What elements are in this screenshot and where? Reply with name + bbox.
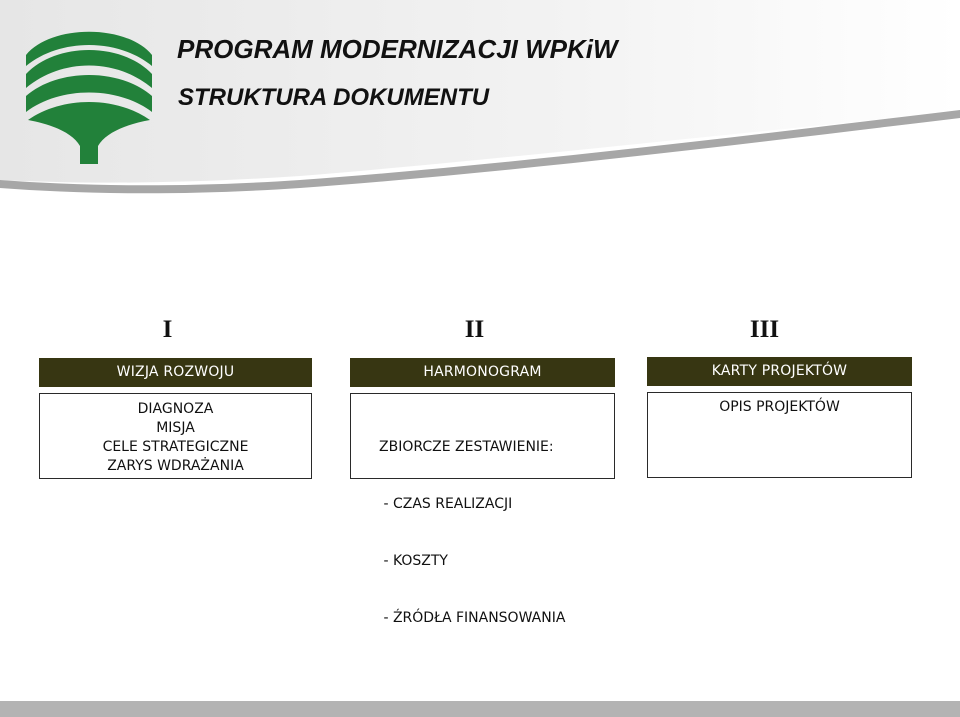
body-line: - ŹRÓDŁA FINANSOWANIA (379, 610, 566, 626)
page-title: PROGRAM MODERNIZACJI WPKiW (177, 34, 618, 64)
section-numeral: II (464, 316, 485, 343)
section-header: HARMONOGRAM (350, 358, 615, 387)
body-line: DIAGNOZA (137, 401, 214, 417)
body-line: MISJA (156, 420, 195, 436)
page-subtitle: STRUKTURA DOKUMENTU (178, 84, 490, 111)
body-line: ZBIORCZE ZESTAWIENIE: (379, 439, 554, 455)
section-numeral: III (749, 316, 780, 343)
section-header: WIZJA ROZWOJU (39, 358, 312, 387)
section-header: KARTY PROJEKTÓW (647, 357, 912, 386)
section-numeral: I (162, 316, 173, 343)
body-line: OPIS PROJEKTÓW (719, 399, 840, 415)
body-line: - KOSZTY (379, 553, 448, 569)
body-line: CELE STRATEGICZNE (102, 439, 249, 455)
fan-leaf-logo-icon (26, 28, 152, 164)
section-body (350, 393, 615, 626)
section-column-2 (350, 313, 615, 626)
section-body (39, 393, 312, 479)
footer-bar (0, 701, 960, 717)
body-line: ZARYS WDRAŻANIA (107, 458, 244, 474)
section-column-1 (39, 313, 312, 479)
body-line: - CZAS REALIZACJI (379, 496, 513, 512)
section-body (647, 392, 912, 478)
section-column-3 (647, 313, 912, 478)
